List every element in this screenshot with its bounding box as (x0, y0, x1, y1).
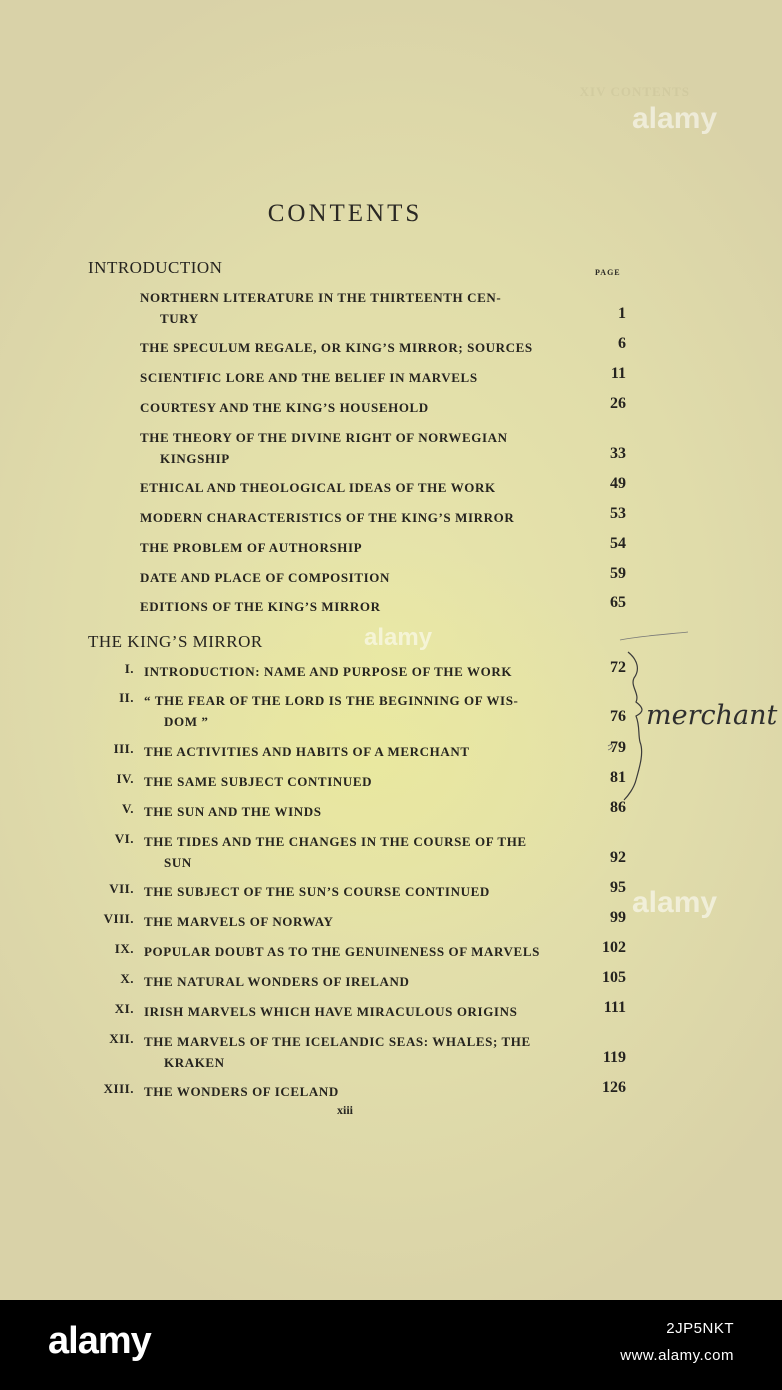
chapter-page: 126 (602, 1079, 626, 1096)
chapter-number: IX. (114, 941, 134, 956)
chapter-page: 99 (610, 909, 626, 926)
chapter-page: 86 (610, 799, 626, 816)
chapter-page: 105 (602, 969, 626, 986)
chapter-entry (144, 1031, 588, 1073)
chapter-number: III. (113, 741, 134, 756)
kings-mirror-heading: THE KING’S MIRROR (88, 632, 263, 651)
chapter-entry (144, 741, 588, 762)
bleed-through-text: XIV CONTENTS (579, 84, 690, 99)
pencil-mark-small (608, 745, 613, 750)
page-title: CONTENTS (267, 200, 423, 227)
chapter-number: X. (120, 971, 134, 986)
toc-entry-page: 65 (610, 594, 626, 611)
toc-entry-page: 11 (610, 365, 626, 382)
watermark-top: alamy (632, 102, 718, 135)
toc-entry-title: EDITIONS OF THE KING’S MIRROR (140, 599, 381, 614)
toc-entry-page: 6 (618, 335, 626, 352)
chapter-title: THE MARVELS OF NORWAY (144, 914, 334, 929)
chapter-number: VIII. (103, 911, 134, 926)
chapter-page: 102 (602, 939, 626, 956)
chapter-title: THE SAME SUBJECT CONTINUED (144, 774, 373, 789)
toc-entry (140, 596, 588, 617)
chapter-page: 76 (610, 708, 626, 725)
page-column-label: PAGE (595, 268, 621, 277)
toc-entry-title-continued: KINGSHIP (160, 451, 230, 466)
chapter-entry (144, 661, 588, 682)
chapter-number: XII. (109, 1031, 134, 1046)
chapter-page: 119 (602, 1049, 626, 1066)
toc-entry-title: THE SPECULUM REGALE, OR KING’S MIRROR; SOURCES (140, 340, 533, 355)
chapter-entry (144, 1001, 588, 1022)
chapter-entry (144, 771, 588, 792)
watermark-right: alamy (632, 886, 718, 919)
chapter-title: “ THE FEAR OF THE LORD IS THE BEGINNING OF WIS- (144, 693, 519, 708)
site-url: www.alamy.com (620, 1347, 734, 1364)
chapter-number: VII. (109, 881, 134, 896)
chapter-number: XIII. (103, 1081, 134, 1096)
toc-entry-title: COURTESY AND THE KING’S HOUSEHOLD (140, 400, 429, 415)
image-id: 2JP5NKT (666, 1320, 734, 1337)
toc-entry (140, 287, 588, 329)
chapter-title: THE TIDES AND THE CHANGES IN THE COURSE OF THE (144, 834, 527, 849)
toc-entry-page: 33 (610, 445, 626, 462)
toc-entry-page: 26 (610, 395, 626, 412)
chapter-entry (144, 881, 588, 902)
toc-entry (140, 367, 588, 388)
chapter-page: 95 (610, 879, 626, 896)
chapter-title: THE ACTIVITIES AND HABITS OF A MERCHANT (144, 744, 470, 759)
alamy-logo: alamy (48, 1320, 151, 1362)
chapter-page: 81 (610, 769, 626, 786)
toc-entry-title: THE PROBLEM OF AUTHORSHIP (140, 540, 363, 555)
toc-entry-title: DATE AND PLACE OF COMPOSITION (140, 570, 390, 585)
chapter-title: THE NATURAL WONDERS OF IRELAND (144, 974, 410, 989)
introduction-heading: INTRODUCTION (88, 258, 223, 277)
toc-entry (140, 337, 588, 358)
chapter-title: INTRODUCTION: NAME AND PURPOSE OF THE WORK (144, 664, 513, 679)
chapter-page: 79 (610, 739, 626, 756)
toc-entry-page: 59 (610, 565, 626, 582)
toc-entry-title: ETHICAL AND THEOLOGICAL IDEAS OF THE WORK (140, 480, 496, 495)
toc-entry-title: THE THEORY OF THE DIVINE RIGHT OF NORWEGIAN (140, 430, 508, 445)
toc-entry-page: 1 (618, 305, 626, 322)
chapter-title: THE SUN AND THE WINDS (144, 804, 322, 819)
toc-entry (140, 507, 588, 528)
chapter-entry (144, 690, 588, 732)
chapter-page: 111 (603, 999, 626, 1016)
toc-entry (140, 477, 588, 498)
chapter-entry (144, 831, 588, 873)
chapter-number: I. (124, 661, 134, 676)
chapter-page: 72 (610, 659, 626, 676)
toc-entry (140, 427, 588, 469)
chapter-number: IV. (116, 771, 134, 786)
chapter-entry (144, 801, 588, 822)
chapter-page: 92 (610, 849, 626, 866)
chapter-title: THE MARVELS OF THE ICELANDIC SEAS: WHALES; THE (144, 1034, 531, 1049)
chapter-entry (144, 971, 588, 992)
watermark-center: alamy (364, 624, 433, 651)
chapter-title-continued: DOM ” (164, 714, 209, 729)
toc-entry-title-continued: TURY (160, 311, 199, 326)
chapter-title: THE WONDERS OF ICELAND (144, 1084, 339, 1099)
toc-entry-title: MODERN CHARACTERISTICS OF THE KING’S MIRROR (140, 510, 515, 525)
stock-footer-bar (0, 1300, 782, 1390)
chapter-entry (144, 911, 588, 932)
toc-entry-page: 54 (610, 535, 626, 552)
chapter-entry (144, 941, 588, 962)
toc-entry (140, 397, 588, 418)
handwritten-bracket-annotation (600, 630, 782, 810)
handwritten-note: merchant (646, 700, 778, 731)
toc-entry-page: 49 (610, 475, 626, 492)
chapter-title: POPULAR DOUBT AS TO THE GENUINENESS OF MARVELS (144, 944, 540, 959)
toc-entry-title: SCIENTIFIC LORE AND THE BELIEF IN MARVELS (140, 370, 478, 385)
pencil-mark (620, 632, 688, 640)
chapter-entry (144, 1081, 588, 1102)
chapter-number: XI. (114, 1001, 134, 1016)
chapter-title-continued: KRAKEN (164, 1055, 225, 1070)
chapter-title: THE SUBJECT OF THE SUN’S COURSE CONTINUED (144, 884, 490, 899)
toc-entry (140, 537, 588, 558)
toc-entry-title: NORTHERN LITERATURE IN THE THIRTEENTH CEN- (140, 290, 502, 305)
chapter-title-continued: SUN (164, 855, 192, 870)
chapter-number: II. (119, 690, 134, 705)
chapter-number: V. (122, 801, 134, 816)
toc-entry-page: 53 (610, 505, 626, 522)
toc-entry (140, 567, 588, 588)
folio-number: xiii (336, 1103, 353, 1117)
bracket-stroke (624, 652, 642, 800)
chapter-number: VI. (114, 831, 134, 846)
chapter-title: IRISH MARVELS WHICH HAVE MIRACULOUS ORIGINS (144, 1004, 518, 1019)
